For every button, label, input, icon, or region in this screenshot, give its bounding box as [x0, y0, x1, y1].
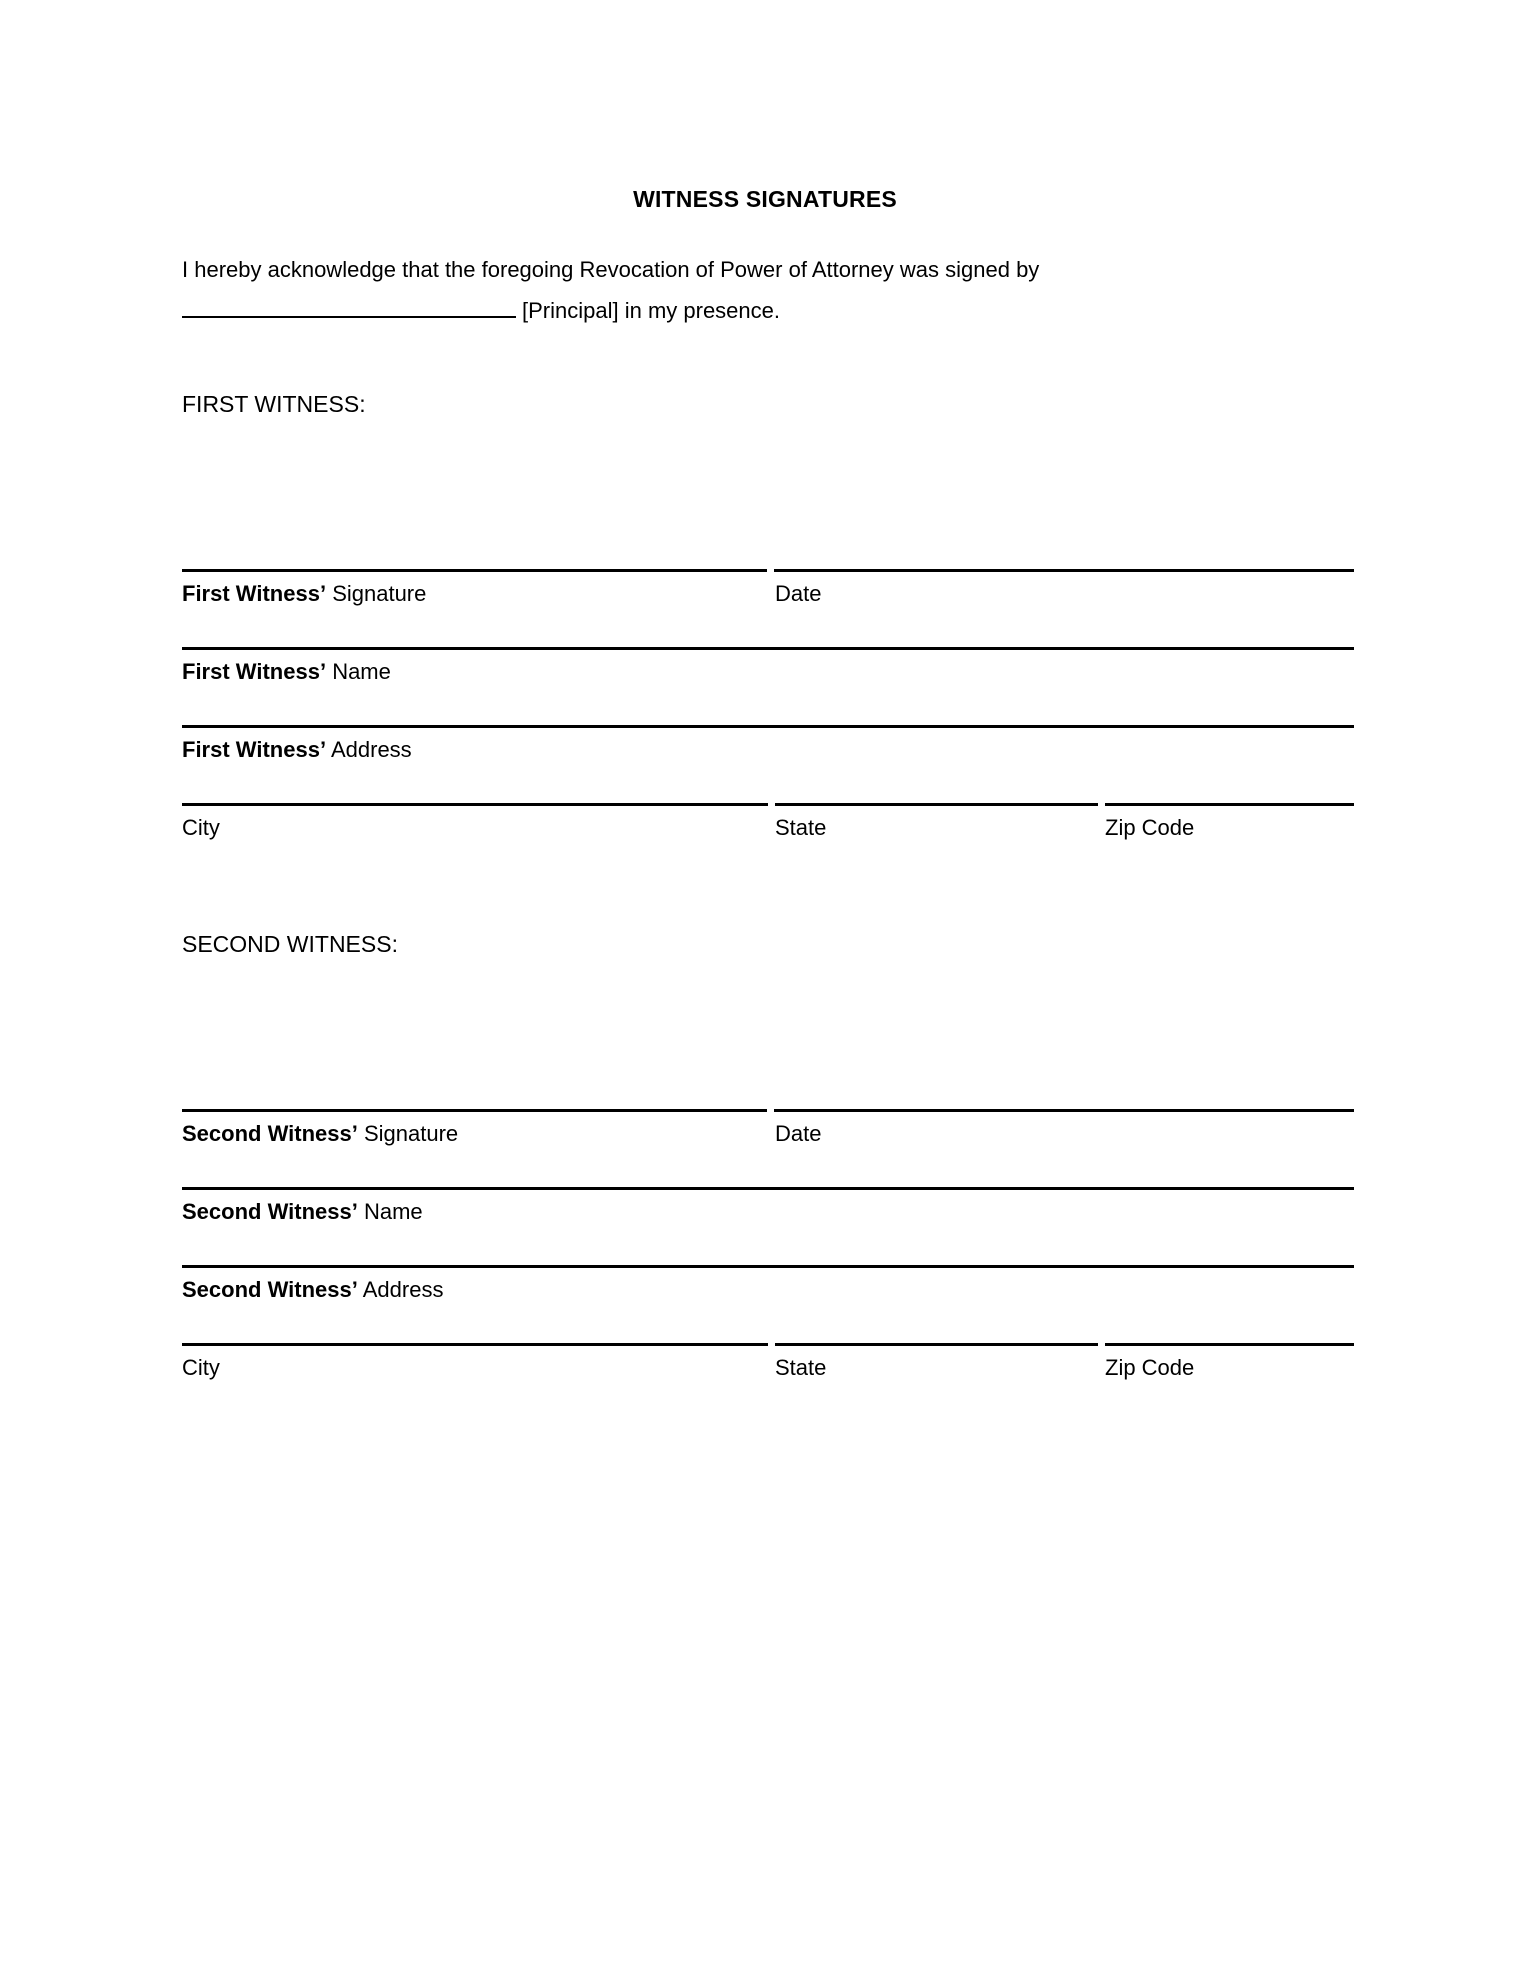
second-witness-name-line[interactable]: [182, 1187, 1354, 1190]
first-witness-heading: FIRST WITNESS:: [182, 391, 366, 417]
principal-name-blank-field[interactable]: [182, 294, 516, 318]
first-witness-signature-label: [182, 581, 426, 607]
first-witness-zip-line[interactable]: [1105, 803, 1354, 806]
second-witness-name-label: [182, 1199, 423, 1225]
first-witness-name-label: [182, 659, 391, 685]
first-witness-date-line[interactable]: [774, 569, 1354, 572]
first-witness-address-line[interactable]: [182, 725, 1354, 728]
signature-label-text: Signature: [332, 581, 427, 606]
address-label-text: Address: [362, 1277, 444, 1302]
second-witness-date-line[interactable]: [774, 1109, 1354, 1112]
second-witness-signature-label: [182, 1121, 458, 1147]
second-witness-zip-line[interactable]: [1105, 1343, 1354, 1346]
first-witness-city-label: City: [182, 815, 220, 840]
second-witness-possessive: Second Witness’: [182, 1199, 358, 1224]
first-witness-state-line[interactable]: [775, 803, 1098, 806]
second-witness-address-label: [182, 1277, 443, 1303]
second-witness-date-label: Date: [775, 1121, 822, 1146]
first-witness-section: [0, 391, 1530, 861]
first-witness-signature-line[interactable]: [182, 569, 767, 572]
second-witness-heading: SECOND WITNESS:: [182, 931, 398, 957]
first-witness-address-label: [182, 737, 412, 763]
acknowledgement-paragraph: [182, 249, 1352, 331]
first-witness-possessive: First Witness’: [182, 659, 327, 684]
second-witness-signature-line[interactable]: [182, 1109, 767, 1112]
second-witness-section: [0, 931, 1530, 1401]
first-witness-zip-label: Zip Code: [1105, 815, 1195, 840]
second-witness-possessive: Second Witness’: [182, 1121, 358, 1146]
name-label-text: Name: [363, 1199, 423, 1224]
signature-label-text: Signature: [363, 1121, 459, 1146]
second-witness-address-line[interactable]: [182, 1265, 1354, 1268]
second-witness-city-label: City: [182, 1355, 220, 1380]
second-witness-zip-label: Zip Code: [1105, 1355, 1195, 1380]
page-title: WITNESS SIGNATURES: [633, 186, 897, 212]
acknowledgement-text-line2: [Principal] in my presence.: [522, 298, 780, 323]
first-witness-name-line[interactable]: [182, 647, 1354, 650]
first-witness-date-label: Date: [775, 581, 822, 606]
acknowledgement-text-line1: I hereby acknowledge that the foregoing Revocation of Power of Attorney was signed by: [182, 257, 1040, 282]
second-witness-state-line[interactable]: [775, 1343, 1098, 1346]
first-witness-city-line[interactable]: [182, 803, 768, 806]
second-witness-state-label: State: [775, 1355, 827, 1380]
address-label-text: Address: [330, 737, 412, 762]
first-witness-possessive: First Witness’: [182, 737, 327, 762]
second-witness-city-line[interactable]: [182, 1343, 768, 1346]
name-label-text: Name: [332, 659, 391, 684]
first-witness-state-label: State: [775, 815, 827, 840]
second-witness-possessive: Second Witness’: [182, 1277, 358, 1302]
first-witness-possessive: First Witness’: [182, 581, 327, 606]
